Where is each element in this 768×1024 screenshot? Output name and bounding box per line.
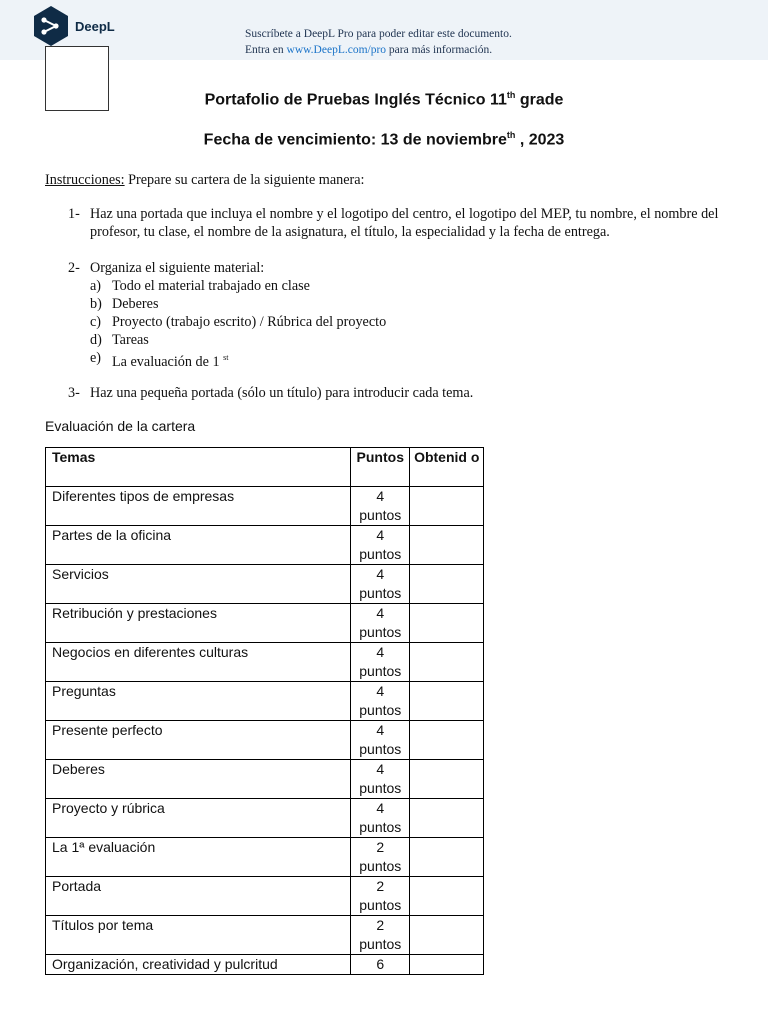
deepl-logo-icon[interactable] bbox=[32, 5, 70, 47]
promo-line-2-suffix: para más información. bbox=[386, 44, 493, 56]
table-row bbox=[46, 760, 484, 799]
promo-line-2 bbox=[245, 42, 665, 58]
item-text: Haz una pequeña portada (sólo un título) para introducir cada tema. bbox=[90, 385, 474, 401]
obtained-cell[interactable] bbox=[410, 916, 484, 955]
points-cell: 4 puntos bbox=[351, 760, 410, 799]
obtained-cell[interactable] bbox=[410, 799, 484, 838]
topic-cell: Proyecto y rúbrica bbox=[46, 799, 351, 838]
subitem-letter: c) bbox=[90, 314, 102, 330]
topic-cell: Diferentes tipos de empresas bbox=[46, 487, 351, 526]
obtained-cell[interactable] bbox=[410, 760, 484, 799]
subitem-letter: a) bbox=[90, 278, 102, 294]
instructions-line bbox=[45, 171, 364, 189]
item-number: 3- bbox=[68, 385, 80, 401]
item-body bbox=[90, 259, 728, 371]
points-cell: 4 puntos bbox=[351, 643, 410, 682]
subitem-text: Tareas bbox=[112, 332, 149, 348]
table-row bbox=[46, 565, 484, 604]
obtained-cell[interactable] bbox=[410, 487, 484, 526]
topic-cell: Títulos por tema bbox=[46, 916, 351, 955]
table-row bbox=[46, 955, 484, 975]
obtained-cell[interactable] bbox=[410, 877, 484, 916]
topic-cell: Partes de la oficina bbox=[46, 526, 351, 565]
evaluation-table bbox=[45, 447, 484, 975]
instructions-label: Instrucciones: bbox=[45, 172, 125, 188]
subitem-text-main: La evaluación de 1 bbox=[112, 354, 224, 370]
due-main: Fecha de vencimiento: 13 de noviembre bbox=[203, 131, 507, 149]
table-row bbox=[46, 643, 484, 682]
item-text: Haz una portada que incluya el nombre y el logotipo del centro, el logotipo del MEP, tu nombre, el nombre del profesor, tu clase, el nombre de la asignatura, el título, la especialidad y la fecha de entrega. bbox=[90, 206, 719, 240]
table-row bbox=[46, 916, 484, 955]
obtained-cell[interactable] bbox=[410, 565, 484, 604]
table-row bbox=[46, 526, 484, 565]
item-number: 1- bbox=[68, 206, 80, 222]
topic-cell: Presente perfecto bbox=[46, 721, 351, 760]
subitem-b bbox=[90, 295, 728, 313]
obtained-cell[interactable] bbox=[410, 682, 484, 721]
deepl-brand-name[interactable]: DeepL bbox=[75, 19, 115, 34]
item-number: 2- bbox=[68, 260, 80, 276]
topic-cell: Organización, creatividad y pulcritud bbox=[46, 955, 351, 975]
subitem-letter: d) bbox=[90, 332, 102, 348]
table-header-row bbox=[46, 448, 484, 487]
header-obtenido: Obtenid o bbox=[410, 448, 484, 487]
topic-cell: Preguntas bbox=[46, 682, 351, 721]
promo-text bbox=[245, 26, 665, 58]
topic-cell: La 1ª evaluación bbox=[46, 838, 351, 877]
title-end: grade bbox=[515, 91, 564, 109]
due-sup: th bbox=[506, 130, 516, 140]
topic-cell: Negocios en diferentes culturas bbox=[46, 643, 351, 682]
instruction-item-1 bbox=[68, 205, 728, 241]
subitem-letter: e) bbox=[90, 350, 102, 366]
deepl-promo-banner bbox=[0, 0, 768, 60]
points-cell: 2 puntos bbox=[351, 916, 410, 955]
subitem-c bbox=[90, 313, 728, 331]
obtained-cell[interactable] bbox=[410, 721, 484, 760]
points-cell: 4 puntos bbox=[351, 799, 410, 838]
table-row bbox=[46, 682, 484, 721]
table-row bbox=[46, 838, 484, 877]
subitem-e bbox=[90, 349, 728, 371]
evaluation-label: Evaluación de la cartera bbox=[45, 418, 196, 434]
instruction-item-3 bbox=[68, 384, 728, 402]
table-row bbox=[46, 604, 484, 643]
topic-cell: Retribución y prestaciones bbox=[46, 604, 351, 643]
table-row bbox=[46, 799, 484, 838]
item-text: Organiza el siguiente material: bbox=[90, 260, 265, 276]
points-cell: 4 puntos bbox=[351, 604, 410, 643]
subitem-text bbox=[112, 349, 728, 371]
subitem-text: Proyecto (trabajo escrito) / Rúbrica del proyecto bbox=[112, 314, 387, 330]
promo-line-2-prefix: Entra en bbox=[245, 44, 287, 56]
subitem-d bbox=[90, 331, 728, 349]
due-date-title bbox=[0, 130, 768, 149]
obtained-cell[interactable] bbox=[410, 955, 484, 975]
title-main: Portafolio de Pruebas Inglés Técnico 11 bbox=[204, 91, 507, 109]
topic-cell: Servicios bbox=[46, 565, 351, 604]
document-title bbox=[0, 90, 768, 109]
subitem-letter: b) bbox=[90, 296, 102, 312]
subitem-text: Todo el material trabajado en clase bbox=[112, 278, 310, 294]
table-row bbox=[46, 877, 484, 916]
points-cell: 2 puntos bbox=[351, 838, 410, 877]
obtained-cell[interactable] bbox=[410, 643, 484, 682]
promo-line-1: Suscríbete a DeepL Pro para poder editar este documento. bbox=[245, 28, 512, 40]
points-cell: 4 puntos bbox=[351, 565, 410, 604]
points-cell: 4 puntos bbox=[351, 682, 410, 721]
points-cell: 4 puntos bbox=[351, 721, 410, 760]
points-cell: 2 puntos bbox=[351, 877, 410, 916]
header-temas: Temas bbox=[46, 448, 351, 487]
obtained-cell[interactable] bbox=[410, 526, 484, 565]
title-sup: th bbox=[506, 90, 516, 100]
instruction-item-2 bbox=[68, 259, 728, 371]
points-cell: 4 puntos bbox=[351, 487, 410, 526]
points-cell: 4 puntos bbox=[351, 526, 410, 565]
obtained-cell[interactable] bbox=[410, 838, 484, 877]
topic-cell: Deberes bbox=[46, 760, 351, 799]
due-end: , 2023 bbox=[515, 131, 565, 149]
deepl-pro-link[interactable]: www.DeepL.com/pro bbox=[286, 44, 387, 56]
subitem-a bbox=[90, 277, 728, 295]
topic-cell: Portada bbox=[46, 877, 351, 916]
instructions-text: Prepare su cartera de la siguiente manera: bbox=[124, 172, 365, 188]
subitem-text: Deberes bbox=[112, 296, 159, 312]
table-row bbox=[46, 487, 484, 526]
table-row bbox=[46, 721, 484, 760]
subitem-sup: st bbox=[223, 353, 229, 362]
header-puntos: Puntos bbox=[351, 448, 410, 487]
points-cell: 6 bbox=[351, 955, 410, 975]
obtained-cell[interactable] bbox=[410, 604, 484, 643]
